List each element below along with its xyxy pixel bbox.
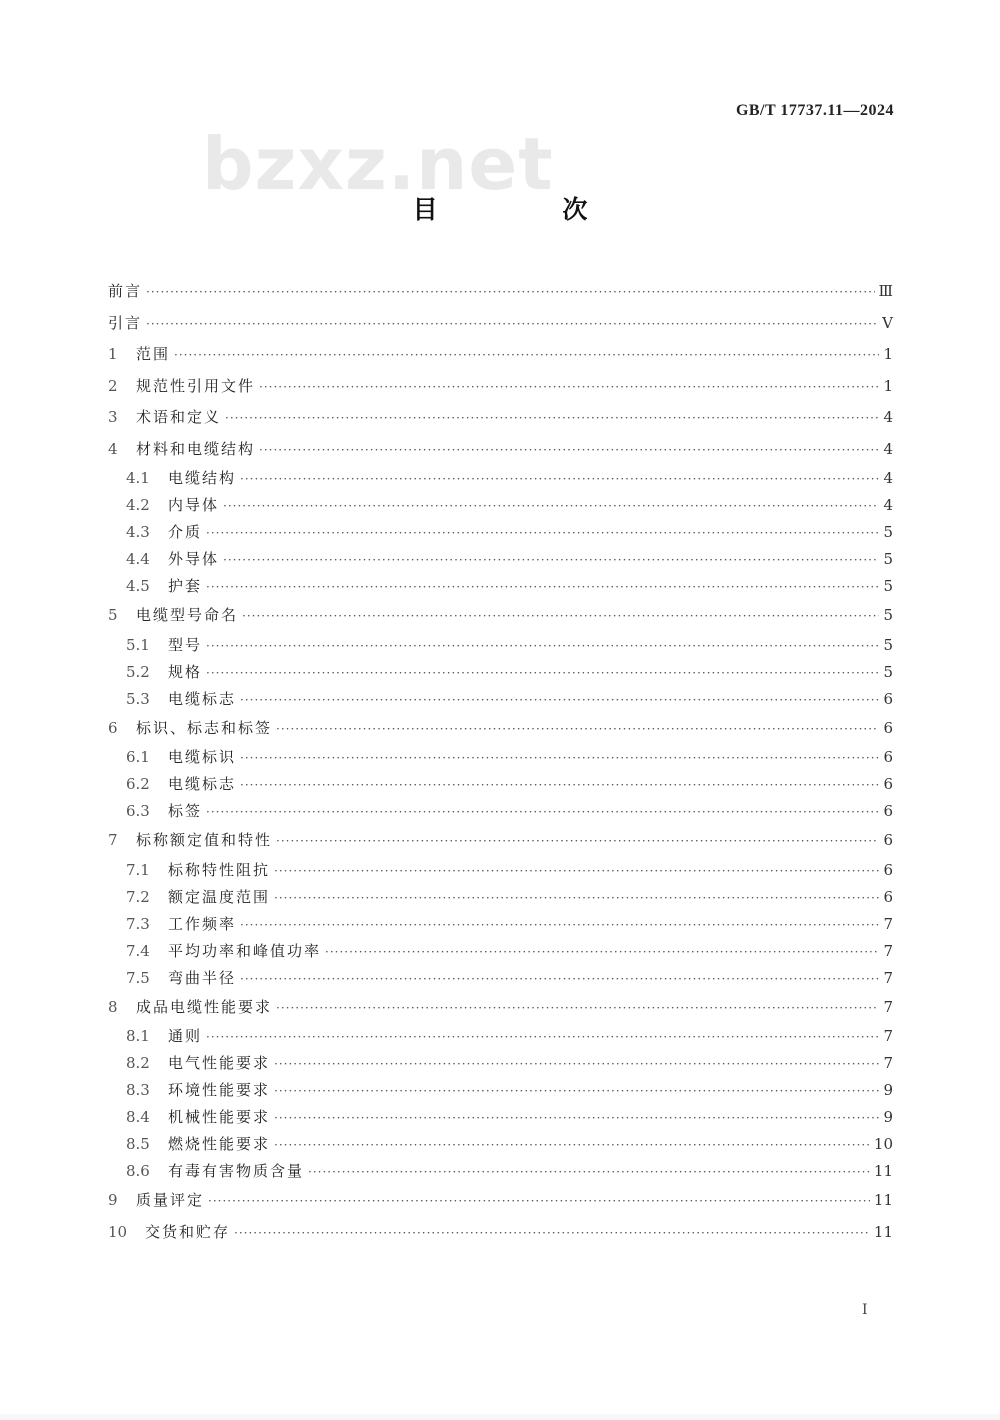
- toc-entry-title: 范围: [136, 345, 171, 363]
- toc-leader-dots: [234, 1218, 870, 1250]
- toc-entry-number: 4.2: [126, 496, 150, 514]
- toc-leader-dots: [208, 1186, 870, 1218]
- toc-entry-title: 介质: [168, 523, 203, 541]
- toc-entry[interactable]: [108, 965, 893, 992]
- toc-entry-page: 6: [883, 831, 893, 849]
- toc-entry-number: 8.6: [126, 1162, 150, 1180]
- toc-leader-dots: [206, 574, 879, 601]
- toc-leader-dots: [206, 1024, 879, 1051]
- toc-entry-title: 弯曲半径: [168, 968, 237, 987]
- toc-entry-page: 6: [883, 689, 893, 708]
- toc-entry-page: 5: [883, 606, 893, 624]
- toc-entry-page: 4: [883, 439, 893, 458]
- toc-entry-page: 4: [883, 408, 893, 426]
- toc-entry-page: 6: [883, 748, 893, 766]
- toc-entry-number: 10: [108, 1222, 128, 1241]
- toc-leader-dots: [274, 1132, 870, 1159]
- toc-entry-page: 5: [883, 577, 893, 595]
- toc-entry-title: 术语和定义: [136, 408, 222, 426]
- toc-entry-number: 7.4: [126, 941, 150, 960]
- toc-entry-page: 4: [883, 469, 893, 487]
- toc-entry-number: 5.1: [126, 635, 150, 654]
- toc-entry-title: 机械性能要求: [168, 1108, 271, 1126]
- toc-entry-page: 1: [883, 345, 893, 363]
- toc-entry-number: 8.4: [126, 1108, 150, 1126]
- toc-entry-title: 电缆型号命名: [136, 606, 239, 624]
- toc-entry-number: 6.3: [126, 802, 150, 820]
- toc-leader-dots: [240, 966, 879, 993]
- toc-entry-title: 内导体: [168, 496, 220, 514]
- table-of-contents: [108, 276, 893, 1248]
- toc-entry-number: 6.1: [126, 748, 150, 766]
- toc-leader-dots: [259, 372, 879, 404]
- toc-entry-page: 9: [883, 1108, 893, 1126]
- toc-entry[interactable]: [108, 1158, 893, 1185]
- toc-entry-number: 4.4: [126, 550, 150, 568]
- toc-entry[interactable]: [108, 1104, 893, 1131]
- toc-entry-number: 4: [108, 439, 118, 458]
- toc-entry-number: 8.5: [126, 1135, 150, 1153]
- toc-entry-title: 规格: [168, 662, 203, 681]
- toc-entry-title: 材料和电缆结构: [136, 439, 256, 458]
- toc-entry-page: 7: [883, 968, 893, 987]
- toc-entry-number: 6.2: [126, 775, 150, 793]
- toc-leader-dots: [146, 277, 875, 309]
- toc-entry-page: 6: [883, 718, 893, 737]
- watermark: bzxz.net: [202, 122, 554, 206]
- toc-entry-page: 9: [883, 1081, 893, 1099]
- toc-entry-title: 电气性能要求: [168, 1054, 271, 1072]
- toc-leader-dots: [240, 687, 879, 714]
- toc-entry[interactable]: [108, 659, 893, 686]
- toc-entry-title: 工作频率: [168, 914, 237, 933]
- toc-entry-page: 7: [883, 1054, 893, 1072]
- toc-entry-title: 标称特性阻抗: [168, 860, 271, 879]
- toc-entry-page: 7: [883, 914, 893, 933]
- toc-entry[interactable]: [108, 992, 893, 1024]
- toc-entry-page: 5: [883, 662, 893, 681]
- toc-entry-number: 4.5: [126, 577, 150, 595]
- toc-entry[interactable]: [108, 1131, 893, 1158]
- toc-entry-number: 7: [108, 831, 118, 849]
- toc-entry-title: 环境性能要求: [168, 1081, 271, 1099]
- toc-entry-number: 7.5: [126, 968, 150, 987]
- toc-leader-dots: [274, 885, 879, 912]
- toc-leader-dots: [274, 1051, 879, 1078]
- standard-number: GB/T 17737.11—2024: [735, 102, 894, 119]
- toc-leader-dots: [276, 714, 879, 746]
- toc-entry-number: 5: [108, 606, 118, 624]
- toc-entry-title: 平均功率和峰值功率: [168, 941, 322, 960]
- toc-leader-dots: [146, 309, 878, 341]
- toc-leader-dots: [206, 520, 879, 547]
- toc-entry[interactable]: [108, 573, 893, 600]
- toc-entry-number: 8.2: [126, 1054, 150, 1072]
- toc-entry[interactable]: [108, 1185, 893, 1217]
- toc-entry-title: 电缆标志: [168, 689, 237, 708]
- toc-entry-page: Ⅲ: [878, 282, 893, 300]
- toc-entry[interactable]: [108, 744, 893, 771]
- toc-entry[interactable]: [108, 519, 893, 546]
- toc-entry-page: 10: [873, 1135, 893, 1153]
- toc-entry[interactable]: [108, 632, 893, 659]
- toc-entry[interactable]: [108, 798, 893, 825]
- toc-entry-title: 外导体: [168, 550, 220, 568]
- toc-leader-dots: [240, 745, 879, 772]
- toc-entry-page: 11: [873, 1222, 893, 1241]
- toc-entry-page: 6: [883, 802, 893, 820]
- toc-leader-dots: [240, 912, 879, 939]
- toc-entry[interactable]: [108, 276, 893, 308]
- toc-leader-dots: [206, 633, 879, 660]
- toc-entry-page: 6: [883, 860, 893, 879]
- toc-leader-dots: [259, 435, 879, 467]
- toc-leader-dots: [276, 826, 879, 858]
- toc-entry-title: 额定温度范围: [168, 887, 271, 906]
- toc-leader-dots: [308, 1159, 870, 1186]
- toc-entry-page: Ⅴ: [882, 313, 893, 332]
- toc-entry-number: 2: [108, 376, 118, 395]
- toc-entry-number: 8.3: [126, 1081, 150, 1099]
- toc-entry-number: 8: [108, 997, 118, 1016]
- toc-entry[interactable]: [108, 1077, 893, 1104]
- toc-entry-title: 电缆结构: [168, 469, 237, 487]
- toc-entry[interactable]: [108, 339, 893, 371]
- toc-entry-number: 7.1: [126, 860, 150, 879]
- toc-entry-title: 交货和贮存: [145, 1222, 231, 1241]
- toc-leader-dots: [274, 1105, 879, 1132]
- toc-entry-title: 有毒有害物质含量: [168, 1162, 305, 1180]
- toc-leader-dots: [325, 939, 879, 966]
- toc-entry-page: 6: [883, 775, 893, 793]
- toc-leader-dots: [242, 601, 879, 633]
- toc-entry[interactable]: [108, 1050, 893, 1077]
- page-number: I: [862, 1302, 868, 1318]
- toc-leader-dots: [206, 660, 879, 687]
- toc-leader-dots: [225, 403, 879, 435]
- toc-entry[interactable]: [108, 546, 893, 573]
- toc-entry-page: 11: [873, 1191, 893, 1209]
- toc-entry-title: 前言: [108, 282, 143, 300]
- toc-entry-page: 5: [883, 635, 893, 654]
- toc-leader-dots: [274, 858, 879, 885]
- toc-leader-dots: [206, 799, 879, 826]
- toc-entry[interactable]: [108, 492, 893, 519]
- toc-leader-dots: [223, 493, 879, 520]
- toc-entry-number: 9: [108, 1191, 118, 1209]
- toc-entry-number: 4.1: [126, 469, 150, 487]
- toc-entry-number: 5.3: [126, 689, 150, 708]
- toc-entry[interactable]: [108, 308, 893, 340]
- toc-entry-page: 7: [883, 1027, 893, 1045]
- toc-leader-dots: [174, 340, 879, 372]
- toc-entry-number: 6: [108, 718, 118, 737]
- toc-leader-dots: [274, 1078, 879, 1105]
- toc-entry[interactable]: [108, 465, 893, 492]
- toc-entry-page: 1: [883, 376, 893, 395]
- toc-entry[interactable]: [108, 686, 893, 713]
- toc-entry-page: 5: [883, 523, 893, 541]
- toc-entry-page: 5: [883, 550, 893, 568]
- toc-entry[interactable]: [108, 1023, 893, 1050]
- toc-title: 目 次: [412, 195, 646, 224]
- toc-entry[interactable]: [108, 938, 893, 965]
- toc-entry-title: 质量评定: [136, 1191, 205, 1209]
- toc-entry-title: 电缆标识: [168, 748, 237, 766]
- toc-entry-title: 通则: [168, 1027, 203, 1045]
- toc-entry-title: 成品电缆性能要求: [136, 997, 273, 1016]
- toc-entry[interactable]: [108, 371, 893, 403]
- toc-entry-number: 3: [108, 408, 118, 426]
- toc-entry-title: 型号: [168, 635, 203, 654]
- toc-entry-page: 11: [873, 1162, 893, 1180]
- toc-leader-dots: [240, 772, 879, 799]
- toc-entry[interactable]: [108, 857, 893, 884]
- toc-entry-page: 4: [883, 496, 893, 514]
- toc-leader-dots: [276, 993, 879, 1025]
- toc-entry-title: 燃烧性能要求: [168, 1135, 271, 1153]
- toc-leader-dots: [240, 466, 879, 493]
- toc-entry-title: 电缆标志: [168, 775, 237, 793]
- toc-entry-page: 7: [883, 997, 893, 1016]
- toc-entry-title: 规范性引用文件: [136, 376, 256, 395]
- toc-entry[interactable]: [108, 911, 893, 938]
- toc-entry-title: 标识、标志和标签: [136, 718, 273, 737]
- toc-entry-number: 1: [108, 345, 118, 363]
- toc-entry[interactable]: [108, 713, 893, 745]
- toc-entry[interactable]: [108, 434, 893, 466]
- toc-entry-title: 引言: [108, 313, 143, 332]
- toc-entry-number: 4.3: [126, 523, 150, 541]
- toc-entry-number: 5.2: [126, 662, 150, 681]
- toc-entry-number: 8.1: [126, 1027, 150, 1045]
- toc-entry-title: 标签: [168, 802, 203, 820]
- toc-entry[interactable]: [108, 884, 893, 911]
- toc-entry-title: 标称额定值和特性: [136, 831, 273, 849]
- toc-entry-number: 7.3: [126, 914, 150, 933]
- toc-entry[interactable]: [108, 600, 893, 632]
- toc-entry[interactable]: [108, 825, 893, 857]
- toc-entry-page: 6: [883, 887, 893, 906]
- toc-entry[interactable]: [108, 402, 893, 434]
- toc-entry-number: 7.2: [126, 887, 150, 906]
- toc-entry[interactable]: [108, 771, 893, 798]
- toc-entry-title: 护套: [168, 577, 203, 595]
- toc-entry-page: 7: [883, 941, 893, 960]
- toc-leader-dots: [223, 547, 879, 574]
- toc-entry[interactable]: [108, 1217, 893, 1249]
